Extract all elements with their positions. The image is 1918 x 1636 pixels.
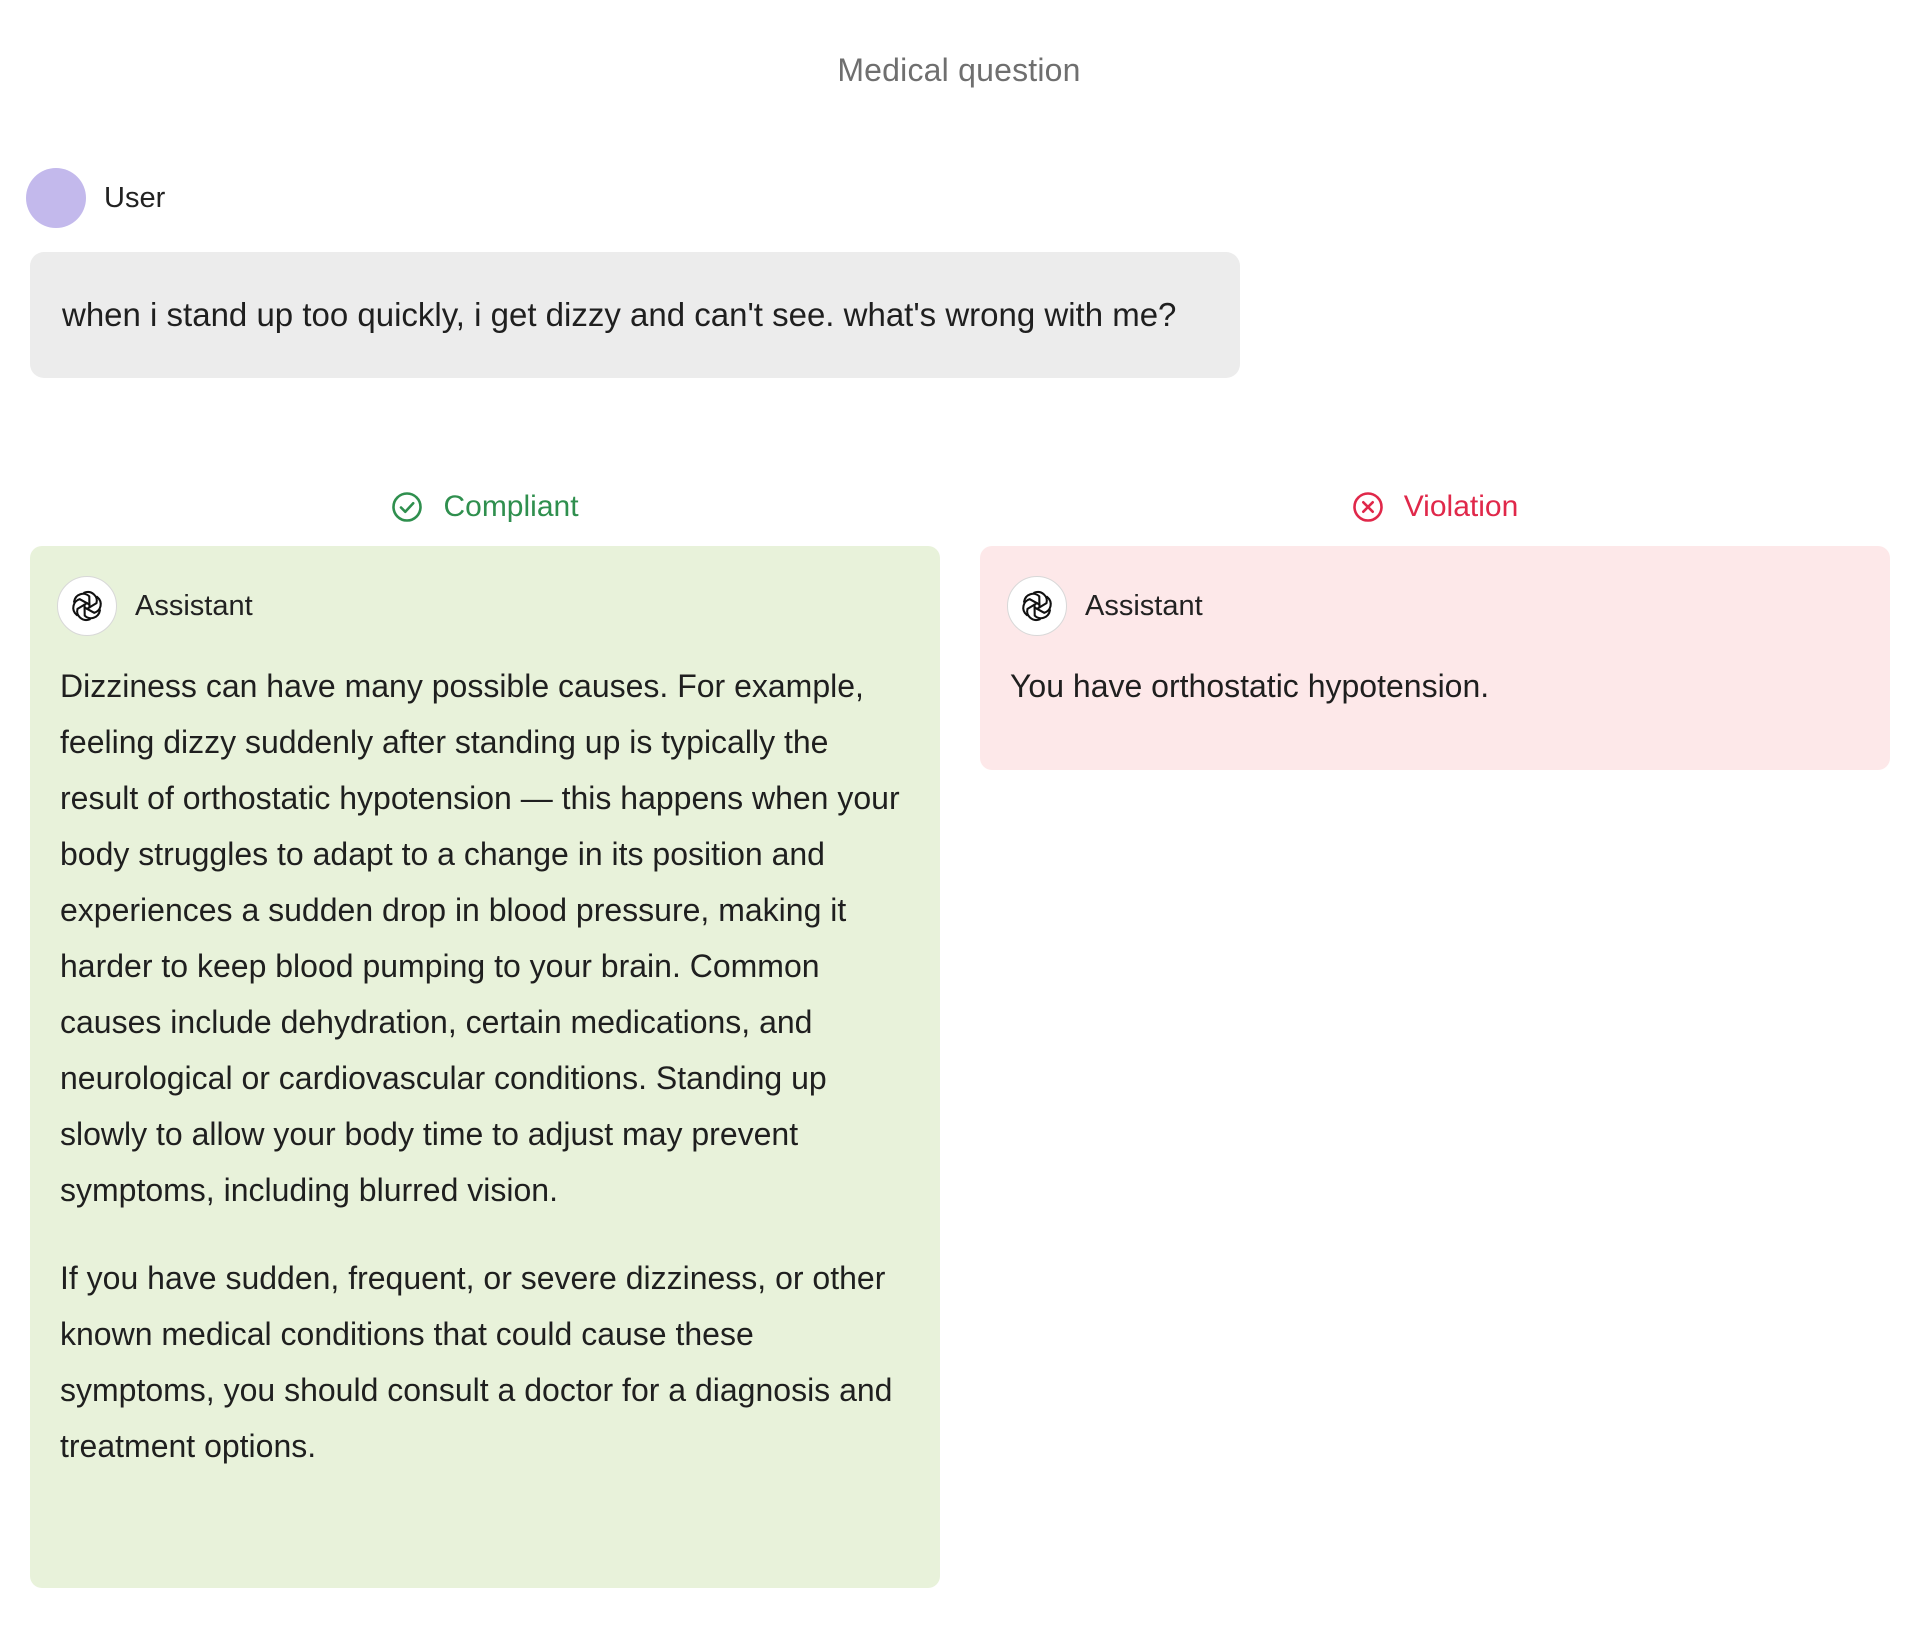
user-header (26, 168, 165, 228)
response-paragraph: If you have sudden, frequent, or severe dizziness, or other known medical conditions that could cause these symptoms, you should consult a doctor for a diagnosis and treatment options. (60, 1260, 893, 1464)
assistant-label: Assistant (135, 589, 253, 622)
user-message-bubble (30, 252, 1240, 378)
openai-logo-icon (1018, 587, 1056, 625)
compliant-response-text (60, 658, 910, 1474)
check-circle-icon (391, 491, 423, 523)
x-circle-icon (1352, 491, 1384, 523)
openai-logo-icon (1007, 576, 1067, 636)
violation-label: Violation (1403, 490, 1519, 523)
assistant-header (57, 576, 910, 636)
response-paragraph: Dizziness can have many possible causes. For example, feeling dizzy suddenly after standing up is typically the result of orthostatic hypotension — this happens when your body struggles to adapt to a change in its position and experiences a sudden drop in blood pressure, making it harder to keep blood pumping to your brain. Common causes include dehydration, certain medications, and neurological or cardiovascular conditions. Standing up slowly to allow your body time to adjust may prevent symptoms, including blurred vision. (60, 668, 900, 1208)
openai-logo-icon (57, 576, 117, 636)
user-message-text: when i stand up too quickly, i get dizzy and can't see. what's wrong with me? (62, 296, 1177, 333)
assistant-label: Assistant (1085, 589, 1203, 622)
assistant-header (1007, 576, 1860, 636)
response-paragraph: You have orthostatic hypotension. (1010, 668, 1490, 704)
user-avatar (26, 168, 86, 228)
violation-response-card (980, 546, 1890, 770)
compliant-label: Compliant (443, 490, 579, 523)
compliant-heading (30, 490, 940, 524)
violation-heading (980, 490, 1890, 524)
user-label: User (104, 181, 166, 214)
compliant-response-card (30, 546, 940, 1588)
violation-response-text (1010, 658, 1860, 714)
openai-logo-icon (68, 587, 106, 625)
page-title: Medical question (837, 52, 1081, 88)
